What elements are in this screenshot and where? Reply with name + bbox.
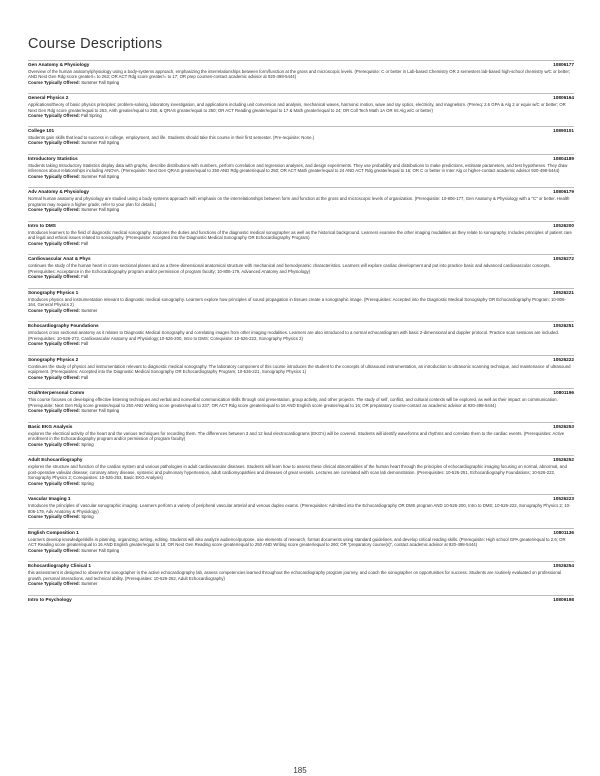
course-offered <box>28 408 574 414</box>
course-offered <box>28 140 574 146</box>
course-offered <box>28 442 574 448</box>
page-heading: Course Descriptions <box>28 36 163 52</box>
course-header <box>28 95 574 101</box>
course-entry <box>28 187 574 212</box>
offered-terms: Spring <box>81 514 94 520</box>
offered-label: Course Typically Offered: <box>28 79 80 85</box>
course-offered <box>28 207 574 213</box>
course-offered <box>28 548 574 554</box>
course-header <box>28 189 574 195</box>
course-offered <box>28 80 574 86</box>
course-entry <box>28 221 574 246</box>
course-header <box>28 62 574 68</box>
offered-terms: Fall <box>81 374 89 380</box>
course-description: Introduces physics and instrumentation relevant to diagnostic medical sonography. Learners explore how principles of sound propagation in tissues create a sonographic image. (Prerequisites: Accepted into the Diagnostic Medical Sonography OR Echocardiography Program; 10-806-164, General Physics 2) <box>28 296 566 308</box>
offered-terms: Summer Fall Spring <box>81 207 120 213</box>
course-header <box>28 357 574 363</box>
course-number: 10801136 <box>553 529 574 535</box>
offered-label: Course Typically Offered: <box>28 207 80 213</box>
course-entry <box>28 93 574 118</box>
course-offered <box>28 113 574 119</box>
course-entry <box>28 388 574 413</box>
course-title: Intro to DMS <box>28 222 56 228</box>
offered-terms: Fall Spring <box>81 113 102 119</box>
course-number: 10526223 <box>553 496 574 502</box>
course-description: introduces cross sectional anatomy as it relates to Diagnostic Medical Sonography and correlating images from other imaging modalities. Learners are also introduced to a normal echocardiogram with basic 2-dimensional and doppler protocol. Practice scan sessions are included. (Prerequisites: 10-526-272, Cardiovascular Anatomy and Physiology;10-526-200, Intro to DMS; Corequisite: 10-526-222, Sonography Physics 2) <box>28 330 559 341</box>
course-description: Students taking Introductory Statistics display data with graphs, describe distributions with numbers, perform correlation and regression analyses, and design experiments. They use probability and distributions to make predictions, estimate parameters, and test hypotheses. They draw inferences about relationships including ANOVA. (Prerequisite: Next Gen QRAS greater/equal to 250 AND Rdg greater/equal to 250; OR ACT Math greater/equal to 24 AND ACT Rdg greater/equal to 16; OR C or better in Inter Alg or higher-contact academic advisor 920-498-5444) <box>28 162 568 174</box>
offered-label: Course Typically Offered: <box>28 173 80 179</box>
course-number: 10526251 <box>553 323 574 329</box>
course-title: Cardiovascular Anat & Phys <box>28 256 91 262</box>
offered-label: Course Typically Offered: <box>28 581 80 587</box>
course-number: 10890101 <box>553 127 574 133</box>
offered-label: Course Typically Offered: <box>28 274 80 280</box>
course-entry <box>28 455 574 486</box>
offered-terms: Summer Fall Spring <box>81 140 120 146</box>
course-description: Normal human anatomy and physiology are studied using a body systems approach with emphasis on the interrelationships between form and function at the gross and microscopic levels of organization. (Prerequisite: 10-806-177, Gen Anatomy & Physiology with a "C" or better. Health programs may require a higher grade; refer to your plan for details.) <box>28 196 570 207</box>
course-entry <box>28 422 574 447</box>
course-entry <box>28 494 574 519</box>
offered-terms: Fall <box>81 274 89 280</box>
course-header <box>28 530 574 536</box>
course-number: 10806179 <box>553 189 574 195</box>
course-entry <box>28 254 574 279</box>
course-offered <box>28 481 574 487</box>
course-offered <box>28 308 574 314</box>
course-offered <box>28 241 574 247</box>
course-description: Overview of the human anatomy/physiology using a body-systems approach, emphasizing the interrelationships between form/function at the gross and microscopic levels. (Prerequisite: C or better in Lab-based Chemistry OR 2 semesters lab-based high-school chemistry w/C or better; AND Next Gen Rdg score greater/= to 263; OR ACT Rdg score greater/= to 17; OR prep courses-contact academic advisor at 920-498-5444) <box>28 68 571 80</box>
course-header <box>28 496 574 502</box>
course-title: Echocardiography Clinical 1 <box>28 563 92 569</box>
course-title: Introductory Statistics <box>28 155 78 161</box>
course-entry <box>28 288 574 313</box>
offered-terms: Summer <box>81 581 98 587</box>
course-entry <box>28 154 574 179</box>
course-description: Continues the study of physics and instrumentation relevant to diagnostic medical sonography. The laboratory component of this course introduces the student to the concepts of ultrasound instrumentation, an introduction to ultrasonic scanning technique, and maintenance of ultrasound equipment. (Prerequisites: Accepted into the Diagnostic Medical Sonography OR Echocardiography Program; 10-526-221, Sonography Physics 1) <box>28 363 571 375</box>
course-header <box>28 128 574 134</box>
course-description: this assessment is designed to observe the sonographer in the active echocardiography lab, assess competencies learned throughout the echocardiography program journey, and coach the sonographer on opportunities for success. Students are routinely evaluated on professional growth, personal interactions, and technical ability. (Prerequisites: 10-526-252, Adult Echocardiography) <box>28 570 562 581</box>
offered-terms: Summer Fall Spring <box>81 547 120 553</box>
offered-label: Course Typically Offered: <box>28 307 80 313</box>
course-offered <box>28 274 574 280</box>
course-header <box>28 424 574 430</box>
offered-terms: Summer Fall Spring <box>81 79 120 85</box>
offered-label: Course Typically Offered: <box>28 140 80 146</box>
offered-terms: Fall <box>81 341 89 347</box>
offered-label: Course Typically Offered: <box>28 341 80 347</box>
course-title: Adv Anatomy & Physiology <box>28 189 90 195</box>
course-header <box>28 290 574 296</box>
offered-label: Course Typically Offered: <box>28 113 80 119</box>
course-title: Echocardiography Foundations <box>28 323 99 329</box>
offered-terms: Summer Fall Spring <box>81 408 120 414</box>
course-header <box>28 457 574 463</box>
course-header <box>28 256 574 262</box>
course-header <box>28 323 574 329</box>
course-number: 10526200 <box>553 222 574 228</box>
offered-terms: Summer Fall Spring <box>81 173 120 179</box>
course-number: 10806177 <box>553 62 574 67</box>
course-offered <box>28 581 574 587</box>
offered-terms: Summer <box>81 307 98 313</box>
course-list <box>28 60 574 603</box>
course-description: Introduces the principles of vascular sonographic imaging. Learners perform a variety of peripheral vascular arterial and venous duplex exams. (Prerequisites: Admitted into the Echocardiography OR DMS program AND 10-526-200, Intro to DMS; 10-526-222, Sonography Physics 2; 10-806-179, Adv Anatomy & Physiology) <box>28 503 571 514</box>
course-number: 10801196 <box>553 390 574 396</box>
course-description: This course focuses on developing effective listening techniques and verbal and nonverbal communication skills through oral presentation, group activity, and other projects. The study of self, conflict, and cultural contexts will be explored, as well as their impact on communication. (Prerequisite: Next Gen Rdg score greater/equal to 250 AND Writing score greater/equal to 237; OR ACT Rdg score greater/equal to 16 AND English score greater/equal to 16; OR preparatory course-contact an academic advisor at 920-498-5444) <box>28 397 558 408</box>
course-entry <box>28 355 574 380</box>
offered-terms: Fall <box>81 240 89 246</box>
offered-label: Course Typically Offered: <box>28 514 80 520</box>
course-number: 10526221 <box>553 289 574 295</box>
course-title: College 101 <box>28 127 55 133</box>
course-number: 10804189 <box>553 155 574 161</box>
course-entry <box>28 595 574 603</box>
course-description: Introduces learners to the field of diagnostic medical sonography. Explores the duties and functions of the diagnostic medical sonographer as well as the historical background. Learners examine the other imaging modalities as they relate to sonography. Includes principles of patient care and legal and ethical issues related to sonography. (Prerequisite: Accepted into the Diagnostic Medical Sonography OR Echocardiography Program) <box>28 229 572 241</box>
course-entry <box>28 60 574 85</box>
course-title: General Physics 2 <box>28 95 69 101</box>
course-header <box>28 597 574 603</box>
course-number: 10526254 <box>553 563 574 569</box>
course-header <box>28 156 574 162</box>
course-number: 10526252 <box>553 457 574 463</box>
course-header <box>28 563 574 569</box>
course-description: continues the study of the human heart in cross-sectional planes and as a three-dimensional anatomical structure with mechanical and hemodynamic characteristics. Learners will explore cardiac development and put into practice basic and advanced cardiovascular concepts. (Prerequisites: Acceptance in the Echocardiography program and/or permission of program faculty; 10-806-179, Advanced Anatomy and Physiology) <box>28 263 551 274</box>
course-offered <box>28 174 574 180</box>
course-offered <box>28 341 574 347</box>
course-number: 10526272 <box>553 256 574 262</box>
course-entry <box>28 321 574 346</box>
offered-label: Course Typically Offered: <box>28 480 80 486</box>
course-entry <box>28 126 574 146</box>
course-offered <box>28 375 574 381</box>
course-title: Sonography Physics 2 <box>28 356 79 362</box>
page-number: 185 <box>293 766 307 775</box>
course-title: Gen Anatomy & Physiology <box>28 62 90 67</box>
course-number: 10809198 <box>553 596 574 602</box>
course-number: 10806164 <box>553 95 574 101</box>
course-description: explores the electrical activity of the heart and the various techniques for recording them. The differences between 3 and 12 lead electrocardiograms (EKG's) will be covered. Students will identify waveforms and rhythms and correlate them to the cardiac events. (Prerequisites: Active enrollment in the Echocardiography program and/or permission of program faculty) <box>28 430 565 442</box>
course-header <box>28 390 574 396</box>
course-number: 10526222 <box>553 356 574 362</box>
course-title: Oral/Interpersonal Comm <box>28 390 85 396</box>
offered-label: Course Typically Offered: <box>28 408 80 414</box>
course-description: Learners develop knowledge/skills in planning, organizing, writing, editing. Students will also analyze audience/purpose, use elements of research, format documents using standard guidelines, and develop critical reading skills. (Prerequisite: High school GPA greater/equal to 2.6; OR ACT Reading score greater/equal to 16 AND English greater/equal to 18; OR Next Gen Reading score greater/equal to 250 AND Writing score greater/equal to 260; OR "preparatory course(s)", contact academic advisor at 920-498-5444) <box>28 536 566 548</box>
offered-terms: Spring <box>81 441 94 447</box>
offered-label: Course Typically Offered: <box>28 240 80 246</box>
course-title: Intro to Psychology <box>28 596 72 602</box>
course-title: Vascular Imaging 1 <box>28 496 71 502</box>
offered-label: Course Typically Offered: <box>28 441 80 447</box>
course-description: Applications/theory of basic physics principles: problem-solving, laboratory investigation, and applications including unit conversion and analysis, mechanical waves, harmonic motion, wave and ray optics, electricity, and magnetism. (Prereq: 2.6 GPA & Alg 2 or equiv w/C or better; OR Next Gen Rdg score greater/equal to 263, Arith greater/equal to 250, & QRAS greater/equal to 250; OR ACT Reading greater/equal to 17 & Math greater/equal to 24; OR Coll Tech Math 1A OR Int Alg w/C or better) <box>28 102 566 113</box>
course-title: Basic EKG Analysis <box>28 423 73 429</box>
course-offered <box>28 514 574 520</box>
course-title: English Composition 1 <box>28 529 79 535</box>
course-number: 10526253 <box>553 423 574 429</box>
course-header <box>28 223 574 229</box>
offered-label: Course Typically Offered: <box>28 547 80 553</box>
course-description: Students gain skills that lead to success in college, employment, and life. Students should take this course in their first semester. (Pre-requisite: None.) <box>28 134 315 140</box>
course-entry <box>28 528 574 553</box>
course-title: Adult Echocardiography <box>28 457 83 463</box>
course-title: Sonography Physics 1 <box>28 289 79 295</box>
offered-label: Course Typically Offered: <box>28 374 80 380</box>
course-description: explores the structure and function of the cardiac system and various pathologies in adult cardiovascular diseases. Students will learn how to assess these clinical abnormalities of the human heart through the principles of echocardiographic imaging focusing on normal, abnormal, and post-operative valvular disease; coronary artery disease, systemic and pulmonary hypertension, adult cardiomyopathies and diseases of great vessels. Lectures are correlated with scan lab demonstration. (Prerequisites: 10-526-251, Echocardiography Foundations; 10-526-222, Sonography Physics 2; Corequisites: 10-526-253, Basic EKG Analysis) <box>28 464 567 481</box>
offered-terms: Spring <box>81 480 94 486</box>
course-entry <box>28 561 574 586</box>
